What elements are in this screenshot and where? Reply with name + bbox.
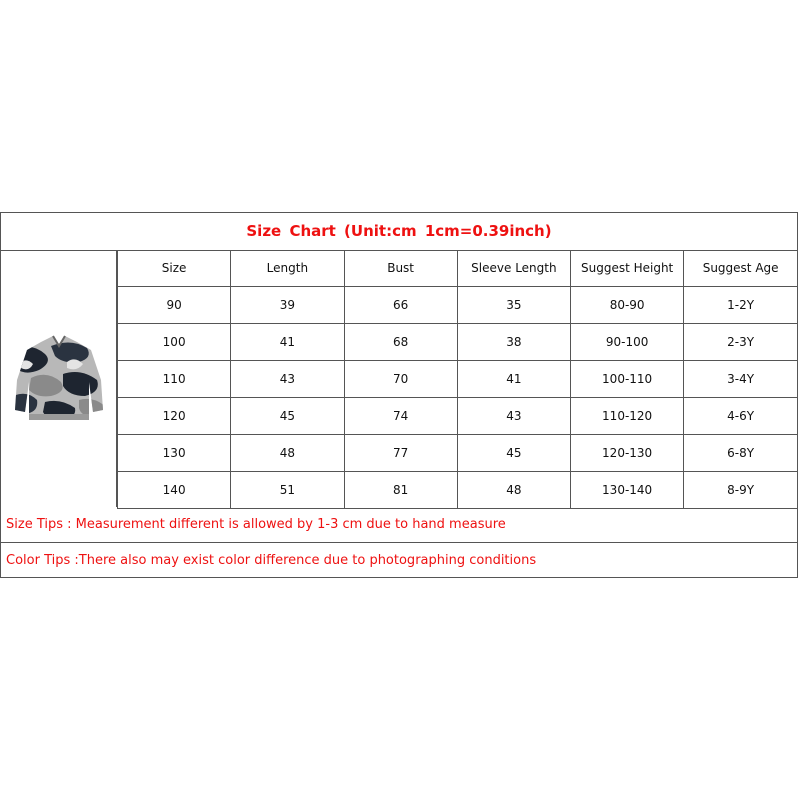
table-cell: 100 xyxy=(118,324,231,361)
table-cell: 130-140 xyxy=(571,472,684,509)
table-row xyxy=(118,287,798,324)
table-cell: 48 xyxy=(457,472,570,509)
table-cell: 90 xyxy=(118,287,231,324)
table-cell: 80-90 xyxy=(571,287,684,324)
table-cell: 1-2Y xyxy=(684,287,797,324)
table-cell: 110-120 xyxy=(571,398,684,435)
size-chart xyxy=(0,212,798,578)
table-row xyxy=(118,472,798,509)
chart-title: Size Chart (Unit:cm 1cm=0.39inch) xyxy=(1,213,797,251)
table-cell: 4-6Y xyxy=(684,398,797,435)
table-cell: 41 xyxy=(231,324,344,361)
table-cell: 70 xyxy=(344,361,457,398)
table-cell: 48 xyxy=(231,435,344,472)
table-row xyxy=(118,435,798,472)
table-cell: 38 xyxy=(457,324,570,361)
table-row xyxy=(118,361,798,398)
table-cell: 3-4Y xyxy=(684,361,797,398)
table-cell: 110 xyxy=(118,361,231,398)
product-photo-cell xyxy=(1,250,117,507)
table-cell: 66 xyxy=(344,287,457,324)
table-cell: 39 xyxy=(231,287,344,324)
table-cell: 120 xyxy=(118,398,231,435)
size-table xyxy=(117,250,797,509)
table-cell: 100-110 xyxy=(571,361,684,398)
size-tips: Size Tips : Measurement different is allowed by 1-3 cm due to hand measure xyxy=(1,507,797,543)
table-cell: 77 xyxy=(344,435,457,472)
table-cell: 35 xyxy=(457,287,570,324)
header-cell: Sleeve Length xyxy=(457,250,570,287)
table-cell: 74 xyxy=(344,398,457,435)
header-cell: Size xyxy=(118,250,231,287)
table-cell: 41 xyxy=(457,361,570,398)
table-cell: 43 xyxy=(231,361,344,398)
table-cell: 81 xyxy=(344,472,457,509)
table-cell: 120-130 xyxy=(571,435,684,472)
table-cell: 2-3Y xyxy=(684,324,797,361)
table-cell: 8-9Y xyxy=(684,472,797,509)
header-cell: Bust xyxy=(344,250,457,287)
header-cell: Length xyxy=(231,250,344,287)
table-cell: 6-8Y xyxy=(684,435,797,472)
table-header-row xyxy=(118,250,798,287)
table-cell: 90-100 xyxy=(571,324,684,361)
camo-sweater-icon xyxy=(1,250,117,507)
table-cell: 51 xyxy=(231,472,344,509)
table-row xyxy=(118,398,798,435)
header-cell: Suggest Height xyxy=(571,250,684,287)
table-cell: 140 xyxy=(118,472,231,509)
table-cell: 43 xyxy=(457,398,570,435)
table-cell: 130 xyxy=(118,435,231,472)
table-cell: 68 xyxy=(344,324,457,361)
header-cell: Suggest Age xyxy=(684,250,797,287)
table-row xyxy=(118,324,798,361)
color-tips: Color Tips :There also may exist color difference due to photographing conditions xyxy=(6,553,537,568)
table-cell: 45 xyxy=(231,398,344,435)
table-cell: 45 xyxy=(457,435,570,472)
